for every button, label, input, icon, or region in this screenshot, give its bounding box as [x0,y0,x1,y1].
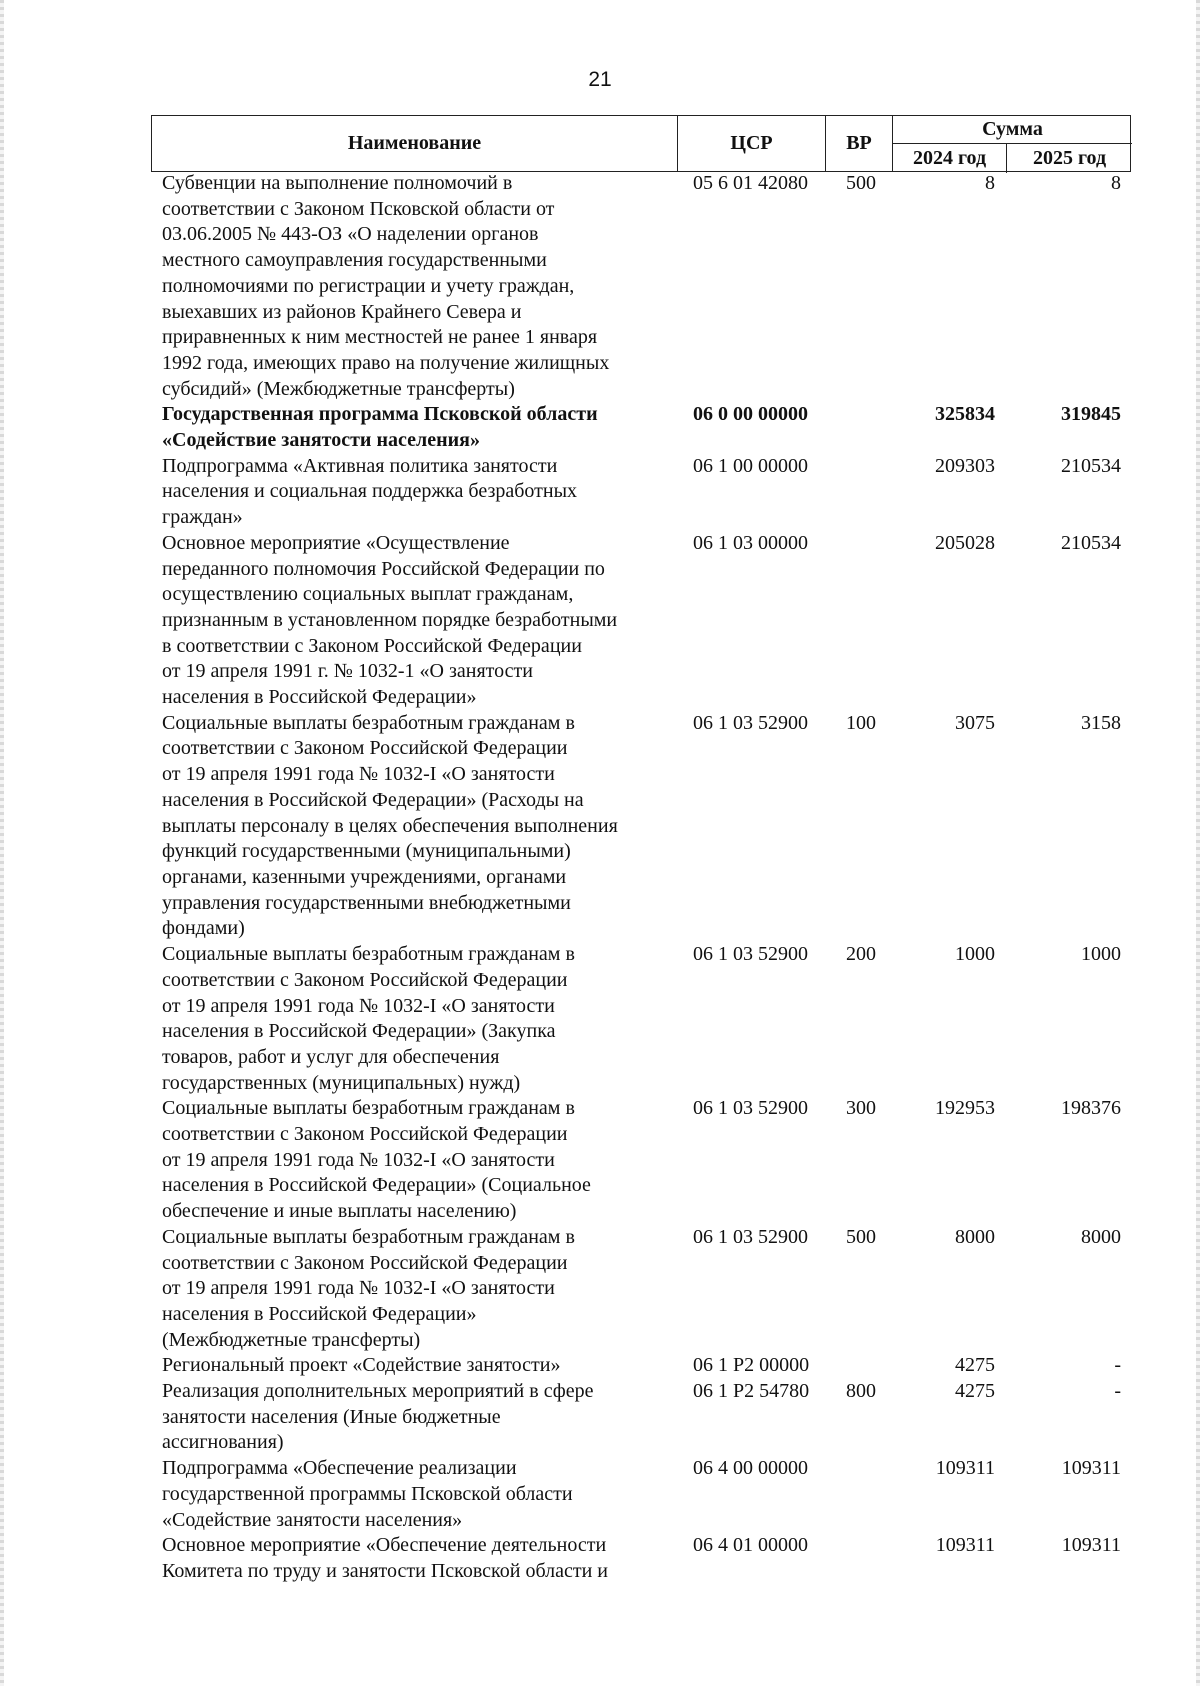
row-vr: 500 [846,1225,876,1248]
row-name: Государственная программа Псковской области «Содействие занятости населения» [162,403,598,452]
row-sum-2025: 1000 [1081,943,1121,966]
row-name: Социальные выплаты безработным гражданам в соответствии с Законом Российской Федерации от 19 апреля 1991 года № 1032-I «О занятости населения в Российской Федерации» (Расходы на выплаты персоналу в целях обеспечения выполнения функций государственными (муниципальными) органами, казенными учреждениями, органами управления государственными внебюджетными фондами) [162,711,618,940]
table-row [0,711,1200,942]
row-vr: 500 [846,172,876,194]
row-sum-2025: 109311 [1061,1457,1121,1480]
row-vr: 800 [846,1380,876,1403]
row-sum-2024: 8000 [955,1225,995,1248]
header-year-2024: 2024 год [893,144,1007,173]
row-csr: 06 1 03 00000 [693,531,808,554]
row-vr: 300 [846,1097,876,1120]
row-sum-2024: 4275 [955,1380,995,1403]
table-header [151,115,1131,172]
row-name: Основное мероприятие «Обеспечение деятельности Комитета по труду и занятости Псковской области и [162,1534,609,1582]
row-vr: 100 [846,711,876,734]
row-csr: 05 6 01 42080 [693,172,808,194]
table-row [0,171,1200,402]
table-body [0,171,1200,1585]
row-name: Подпрограмма «Обеспечение реализации государственной программы Псковской области «Содействие занятости населения» [162,1457,573,1531]
row-csr: 06 1 03 52900 [693,711,808,734]
header-sum: Сумма [893,116,1132,144]
row-sum-2024: 1000 [955,943,995,966]
table-row [0,1225,1200,1354]
row-sum-2024: 4275 [955,1354,995,1377]
table-row [0,402,1200,453]
row-sum-2025: 198376 [1061,1097,1121,1120]
row-csr: 06 0 00 00000 [693,403,808,426]
row-name: Основное мероприятие «Осуществление переданного полномочия Российской Федерации по осуществлению социальных выплат гражданам, признанным в установленном порядке безработными в соответствии с Законом Российской Федерации от 19 апреля 1991 г. № 1032-1 «О занятости населения в Российской Федерации» [162,531,618,709]
row-csr: 06 1 P2 00000 [693,1354,810,1377]
row-csr: 06 4 00 00000 [693,1457,808,1480]
header-year-2025: 2025 год [1032,147,1107,169]
row-csr: 06 1 03 52900 [693,943,808,966]
row-sum-2024: 8 [985,172,995,194]
row-sum-2025: 210534 [1061,454,1121,477]
table-row [0,531,1200,711]
row-csr: 06 1 03 52900 [693,1225,808,1248]
header-csr: ЦСР [678,116,826,171]
row-name: Региональный проект «Содействие занятости» [162,1354,561,1377]
row-sum-2025: - [1114,1380,1121,1403]
row-name: Социальные выплаты безработным гражданам в соответствии с Законом Российской Федерации от 19 апреля 1991 года № 1032-I «О занятости населения в Российской Федерации» (Закупка товаров, работ и услуг для обеспечения государственных (муниципальных) нужд) [162,943,575,1094]
header-name: Наименование [152,116,678,171]
row-name: Социальные выплаты безработным гражданам в соответствии с Законом Российской Федерации от 19 апреля 1991 года № 1032-I «О занятости населения в Российской Федерации» (Социальное обеспечение и иные выплаты населению) [162,1097,591,1223]
row-sum-2025: 8000 [1081,1225,1121,1248]
row-name: Социальные выплаты безработным гражданам в соответствии с Законом Российской Федерации от 19 апреля 1991 года № 1032-I «О занятости населения в Российской Федерации» (Межбюджетные трансферты) [162,1225,575,1351]
row-sum-2025: - [1114,1354,1121,1377]
header-vr: ВР [826,116,893,171]
row-name: Субвенции на выполнение полномочий в соответствии с Законом Псковской области от 03.06.2005 № 443-ОЗ «О наделении органов местного самоуправления государственными полномочиями по регистрации и учету граждан, выехавших из районов Крайнего Севера и приравненных к ним местностей не ранее 1 января 1992 года, имеющих право на получение жилищных субсидий» (Межбюджетные трансферты) [162,172,610,400]
row-sum-2024: 109311 [935,1534,995,1557]
table-row [0,1533,1200,1584]
table-row [0,1353,1200,1379]
row-csr: 06 1 P2 54780 [693,1380,810,1403]
table-row [0,1096,1200,1225]
table-row [0,1456,1200,1533]
row-vr: 200 [846,943,876,966]
row-sum-2024: 209303 [935,454,995,477]
row-name: Реализация дополнительных мероприятий в сфере занятости населения (Иные бюджетные ассигнования) [162,1380,594,1454]
row-sum-2025: 8 [1111,172,1121,194]
table-row [0,454,1200,531]
row-csr: 06 1 00 00000 [693,454,808,477]
row-sum-2024: 205028 [935,531,995,554]
row-name: Подпрограмма «Активная политика занятости населения и социальная поддержка безработных граждан» [162,454,578,529]
row-sum-2024: 109311 [935,1457,995,1480]
row-csr: 06 4 01 00000 [693,1534,808,1557]
table-row [0,1379,1200,1456]
row-sum-2025: 109311 [1061,1534,1121,1557]
row-sum-2025: 319845 [1061,403,1121,426]
row-sum-2024: 325834 [935,403,995,426]
row-sum-2024: 3075 [955,711,995,734]
row-sum-2025: 3158 [1081,711,1121,734]
row-sum-2025: 210534 [1061,531,1121,554]
page-number: 21 [588,68,612,91]
table-row [0,942,1200,1096]
row-sum-2024: 192953 [935,1097,995,1120]
row-csr: 06 1 03 52900 [693,1097,808,1120]
